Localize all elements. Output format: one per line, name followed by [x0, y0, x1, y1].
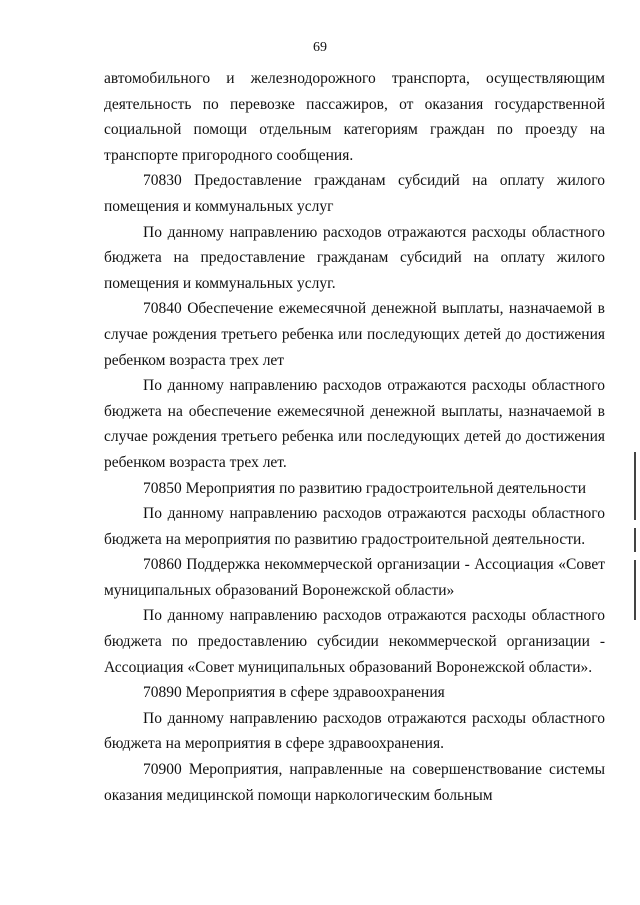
section-heading-70850: 70850 Мероприятия по развитию градостроительной деятельности	[143, 479, 586, 497]
section-heading-70840: 70840 Обеспечение ежемесячной денежной выплаты, назначаемой в случае рождения третьего ребенка или последующих детей до достижения ребенком возраста трех лет	[104, 300, 605, 369]
section-heading-70860: 70860 Поддержка некоммерческой организации - Ассоциация «Совет муниципальных образований Воронежской области»	[104, 556, 605, 599]
scan-edge-mark	[634, 528, 636, 552]
paragraph-70830-description: По данному направлению расходов отражаются расходы областного бюджета на предоставление гражданам субсидий на оплату жилого помещения и коммунальных услуг.	[104, 223, 605, 292]
page-number: 69	[313, 40, 327, 55]
page-body	[104, 66, 605, 808]
scan-edge-mark	[634, 452, 636, 520]
section-heading-70890: 70890 Мероприятия в сфере здравоохранения	[143, 684, 445, 702]
paragraph-continuation: автомобильного и железнодорожного транспорта, осуществляющим деятельность по перевозке пассажиров, от оказания государственной социальной помощи отдельным категориям граждан по проезду на транспорте пригородного сообщения.	[104, 70, 605, 164]
paragraph-70860-description: По данному направлению расходов отражаются расходы областного бюджета по предоставлению субсидии некоммерческой организации - Ассоциация «Совет муниципальных образований Воронежской области».	[104, 607, 605, 676]
paragraph-70840-description: По данному направлению расходов отражаются расходы областного бюджета на обеспечение ежемесячной денежной выплаты, назначаемой в случае рождения третьего ребенка или последующих детей до достижения ребенком возраста трех лет.	[104, 377, 605, 471]
paragraph-70890-description: По данному направлению расходов отражаются расходы областного бюджета на мероприятия в сфере здравоохранения.	[104, 709, 605, 753]
scan-edge-mark	[634, 560, 636, 620]
paragraph-70850-description: По данному направлению расходов отражаются расходы областного бюджета на мероприятия по развитию градостроительной деятельности.	[104, 505, 605, 548]
section-heading-70830: 70830 Предоставление гражданам субсидий на оплату жилого помещения и коммунальных услуг	[104, 172, 605, 215]
section-heading-70900: 70900 Мероприятия, направленные на совершенствование системы оказания медицинской помощи наркологическим больным	[104, 761, 605, 804]
